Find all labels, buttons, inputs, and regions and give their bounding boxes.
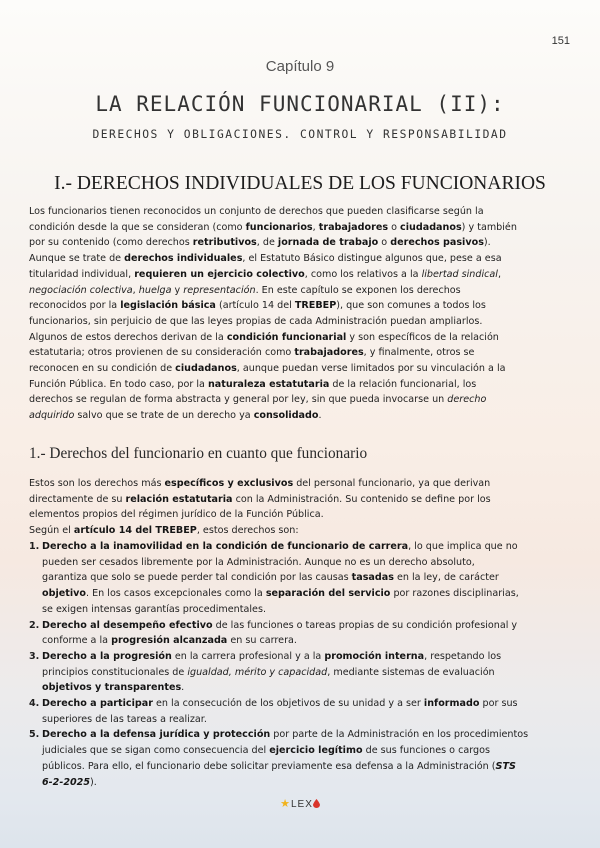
text-run: en la consecución de los objetivos de su unidad y a ser bbox=[152, 698, 424, 710]
text-run: , bbox=[497, 268, 502, 280]
text-run: de la relación funcionarial, los bbox=[329, 378, 477, 390]
text-run: , y finalmente, otros se bbox=[363, 347, 475, 359]
text-run: titularidad individual, bbox=[29, 268, 135, 280]
text-line bbox=[42, 727, 574, 743]
text-run: reconocen en su condición de bbox=[29, 363, 176, 375]
text-run: , de bbox=[256, 237, 278, 249]
text-line bbox=[42, 570, 574, 586]
emphasis-text: ciudadanos bbox=[400, 221, 462, 233]
list-item-number: 4. bbox=[29, 698, 40, 710]
subsection-heading: 1.- Derechos del funcionario en cuanto que funcionario bbox=[29, 445, 368, 462]
emphasis-text: consolidado bbox=[253, 410, 319, 422]
text-line bbox=[29, 408, 574, 424]
text-run: , como los relativos a la bbox=[304, 268, 422, 280]
emphasis-text: derechos pasivos bbox=[390, 237, 484, 249]
text-run: , mediante sistemas de evaluación bbox=[327, 666, 495, 678]
text-run: y bbox=[171, 284, 184, 296]
emphasis-text: objetivos y transparentes bbox=[42, 682, 182, 694]
emphasis-text: naturaleza estatutaria bbox=[207, 378, 330, 390]
text-run: por sus bbox=[479, 698, 518, 710]
chapter-title: LA RELACIÓN FUNCIONARIAL (II): bbox=[95, 92, 505, 116]
emphasis-text: derechos individuales bbox=[124, 253, 243, 265]
emphasis-text: objetivo bbox=[42, 588, 86, 600]
text-run: , lo que implica que no bbox=[408, 541, 518, 552]
text-line bbox=[42, 602, 574, 618]
text-line bbox=[29, 220, 574, 236]
emphasis-text: STS bbox=[495, 760, 516, 772]
text-line bbox=[29, 298, 574, 314]
text-run: ). bbox=[483, 237, 491, 249]
text-run: directamente de su bbox=[29, 493, 126, 505]
emphasis-text: Derecho a la progresión bbox=[42, 650, 172, 662]
text-run: derechos se regulan de forma abstracta y general por ley, sin que pueda invocarse un bbox=[29, 394, 448, 406]
list-item bbox=[29, 618, 574, 649]
text-run: . En los casos excepcionales como la bbox=[85, 588, 266, 600]
text-line bbox=[29, 523, 574, 539]
emphasis-text: Derecho a participar bbox=[42, 698, 153, 710]
text-run: elementos propios del régimen jurídico de la Función Pública. bbox=[29, 509, 324, 521]
text-run: . bbox=[181, 682, 185, 694]
emphasis-text: requieren un ejercicio colectivo bbox=[134, 268, 305, 280]
text-run: de sus funciones o cargos bbox=[362, 745, 490, 757]
list-item bbox=[29, 696, 574, 727]
emphasis-text: jornada de trabajo bbox=[277, 237, 379, 249]
text-run: se exigen intensas garantías procedimentales. bbox=[42, 603, 267, 615]
page-number: 151 bbox=[551, 35, 570, 47]
text-run: con la Administración. Su contenido se define por los bbox=[232, 493, 491, 505]
emphasis-text: trabajadores bbox=[294, 347, 364, 359]
emphasis-text: artículo 14 del TREBEP bbox=[73, 525, 197, 537]
text-run: Algunos de estos derechos derivan de la bbox=[29, 331, 227, 343]
text-line bbox=[42, 539, 574, 555]
emphasis-text: condición funcionarial bbox=[226, 331, 347, 343]
text-line bbox=[29, 204, 574, 220]
emphasis-text: igualdad, mérito y capacidad bbox=[187, 666, 328, 678]
text-run: Aunque se trate de bbox=[29, 253, 125, 265]
text-run: principios constitucionales de bbox=[42, 666, 188, 678]
text-line bbox=[42, 618, 574, 634]
intro-paragraph bbox=[29, 204, 574, 424]
text-run: o bbox=[378, 237, 391, 249]
text-run: condición desde la que se consideran (como bbox=[29, 221, 246, 233]
text-line bbox=[29, 314, 574, 330]
text-line bbox=[42, 633, 574, 649]
text-line bbox=[29, 476, 574, 492]
text-line bbox=[29, 361, 574, 377]
emphasis-text: trabajadores bbox=[318, 221, 389, 233]
emphasis-text: negociación colectiva bbox=[29, 284, 133, 296]
text-run: estatutaria; otros provienen de su consideración como bbox=[29, 347, 295, 359]
emphasis-text: relación estatutaria bbox=[125, 493, 233, 505]
text-run: , estos derechos son: bbox=[196, 525, 299, 537]
text-line bbox=[29, 283, 574, 299]
text-run: ), que son comunes a todos los bbox=[336, 300, 486, 312]
text-run: , bbox=[312, 221, 319, 233]
emphasis-text: adquirido bbox=[29, 410, 75, 422]
emphasis-text: TREBEP bbox=[294, 300, 337, 312]
section-heading: I.- DERECHOS INDIVIDUALES DE LOS FUNCIONARIOS bbox=[54, 173, 546, 194]
text-run: públicos. Para ello, el funcionario debe solicitar previamente esa defensa a la Administración ( bbox=[42, 760, 496, 772]
text-line bbox=[42, 680, 574, 696]
emphasis-text: 6-2-2025 bbox=[42, 776, 91, 788]
list-item-number: 2. bbox=[29, 619, 40, 631]
emphasis-text: legislación básica bbox=[120, 300, 216, 312]
emphasis-text: funcionarios bbox=[245, 221, 313, 233]
text-run: ) y también bbox=[461, 221, 517, 233]
text-run: , bbox=[132, 284, 139, 296]
footer-logo bbox=[0, 797, 600, 810]
text-run: , el Estatuto Básico distingue algunos que, pese a esa bbox=[242, 253, 502, 265]
text-run: Función Pública. En todo caso, por la bbox=[29, 378, 208, 390]
text-run: ). bbox=[90, 776, 97, 788]
text-line bbox=[29, 392, 574, 408]
text-line bbox=[42, 586, 574, 602]
text-run: del personal funcionario, ya que derivan bbox=[293, 478, 491, 489]
emphasis-text: representación bbox=[183, 284, 256, 296]
emphasis-text: derecho bbox=[447, 394, 487, 406]
text-run: por parte de la Administración en los procedimientos bbox=[270, 729, 529, 741]
text-run: , aunque puedan verse limitados por su vinculación a la bbox=[236, 363, 506, 375]
text-line bbox=[29, 507, 574, 523]
emphasis-text: informado bbox=[423, 698, 480, 710]
text-run: reconocidos por la bbox=[29, 300, 121, 312]
chapter-subtitle: DERECHOS Y OBLIGACIONES. CONTROL Y RESPONSABILIDAD bbox=[92, 128, 508, 141]
emphasis-text: Derecho al desempeño efectivo bbox=[42, 619, 213, 631]
text-run: en su carrera. bbox=[227, 635, 297, 647]
chapter-label: Capítulo 9 bbox=[265, 58, 335, 75]
emphasis-text: libertad sindical bbox=[421, 268, 498, 280]
text-run: y son específicos de la relación bbox=[346, 331, 499, 343]
text-run: en la ley, de carácter bbox=[393, 572, 499, 584]
text-line bbox=[29, 330, 574, 346]
text-line bbox=[29, 492, 574, 508]
star-icon: ★ bbox=[280, 798, 291, 810]
emphasis-text: progresión alcanzada bbox=[111, 635, 228, 647]
text-run: pueden ser cesados libremente por la Administración. Aunque no es un derecho absoluto, bbox=[42, 556, 475, 568]
list-item bbox=[29, 539, 574, 618]
text-run: (artículo 14 del bbox=[215, 300, 295, 312]
text-line bbox=[42, 649, 574, 665]
emphasis-text: Derecho a la defensa jurídica y protección bbox=[42, 729, 271, 741]
text-run: conforme a la bbox=[42, 635, 112, 647]
text-run: . En este capítulo se exponen los derechos bbox=[255, 284, 461, 296]
emphasis-text: retributivos bbox=[192, 237, 257, 249]
text-run: superiores de las tareas a realizar. bbox=[42, 713, 207, 725]
text-line bbox=[29, 345, 574, 361]
list-item bbox=[29, 649, 574, 696]
text-line bbox=[29, 251, 574, 267]
text-line bbox=[29, 377, 574, 393]
text-run: judiciales que se sigan como consecuencia del bbox=[42, 745, 270, 757]
emphasis-text: promoción interna bbox=[324, 650, 425, 662]
text-line bbox=[42, 743, 574, 759]
rights-intro-paragraph bbox=[29, 476, 574, 539]
text-run: garantiza que solo se puede perder tal condición por las causas bbox=[42, 572, 352, 584]
text-run: por razones disciplinarias, bbox=[390, 588, 519, 600]
text-line bbox=[42, 759, 574, 775]
list-item-number: 5. bbox=[29, 729, 40, 741]
emphasis-text: tasadas bbox=[351, 572, 394, 584]
text-run: funcionarios, sin perjuicio de que las leyes propias de cada Administración puedan ampliarlos. bbox=[29, 315, 483, 327]
text-line bbox=[29, 235, 574, 251]
text-run: Según el bbox=[29, 525, 74, 537]
emphasis-text: Derecho a la inamovilidad en la condición de funcionario de carrera bbox=[42, 541, 409, 552]
text-run: salvo que se trate de un derecho ya bbox=[74, 410, 254, 422]
list-item bbox=[29, 727, 574, 790]
emphasis-text: huelga bbox=[138, 284, 172, 296]
text-run: Estos son los derechos más bbox=[29, 478, 165, 489]
text-line bbox=[42, 665, 574, 681]
emphasis-text: ciudadanos bbox=[175, 363, 237, 375]
list-item-number: 3. bbox=[29, 650, 40, 662]
text-run: de las funciones o tareas propias de su condición profesional y bbox=[212, 619, 518, 631]
text-line bbox=[42, 712, 574, 728]
text-run: . bbox=[318, 410, 322, 422]
text-line bbox=[29, 267, 574, 283]
text-line bbox=[42, 696, 574, 712]
footer-logo-text: LEX bbox=[290, 799, 313, 810]
text-run: o bbox=[388, 221, 401, 233]
text-run: Los funcionarios tienen reconocidos un conjunto de derechos que pueden clasificarse según la bbox=[29, 206, 484, 217]
emphasis-text: separación del servicio bbox=[265, 588, 391, 600]
text-line bbox=[42, 775, 574, 791]
text-run: , respetando los bbox=[424, 650, 502, 662]
text-run: por su contenido (como derechos bbox=[29, 237, 193, 249]
emphasis-text: específicos y exclusivos bbox=[164, 478, 294, 489]
text-line bbox=[42, 555, 574, 571]
list-item-number: 1. bbox=[29, 541, 40, 552]
rights-list bbox=[29, 539, 574, 790]
emphasis-text: ejercicio legítimo bbox=[269, 745, 363, 757]
text-run: en la carrera profesional y a la bbox=[171, 650, 325, 662]
drop-icon bbox=[313, 799, 320, 808]
